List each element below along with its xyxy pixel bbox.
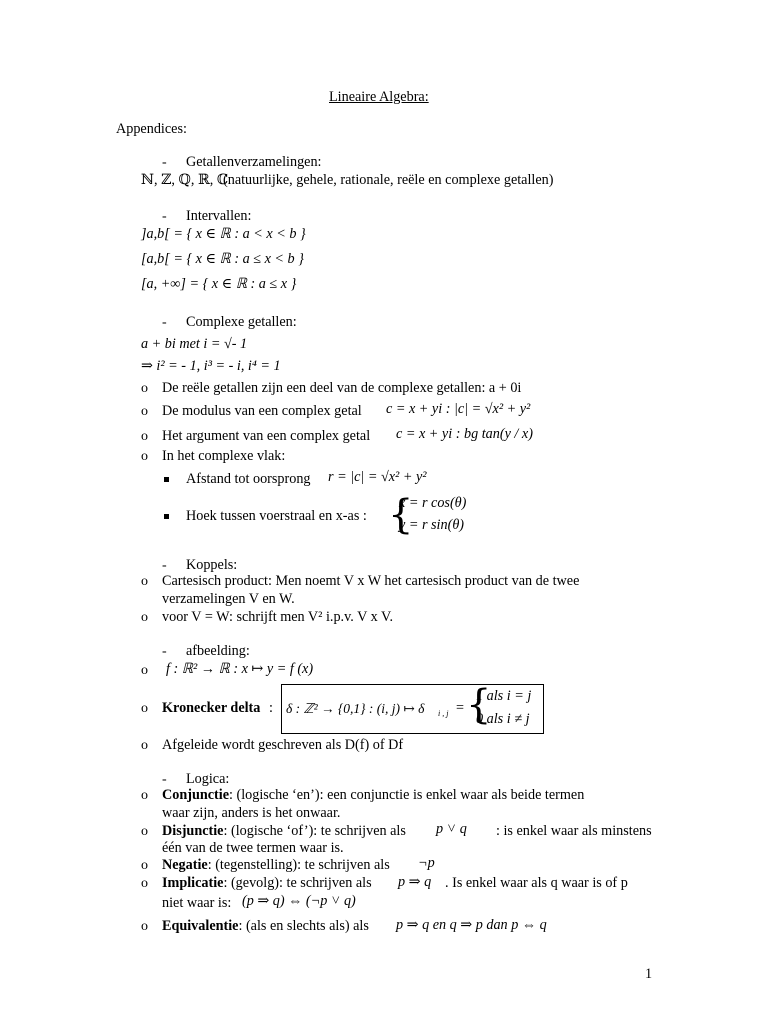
- koppels-item-text: Cartesisch product: Men noemt V x W het cartesisch product van de twee: [162, 573, 580, 589]
- kronecker-case-equal: 1 als i = j: [476, 688, 532, 704]
- left-brace: {: [388, 492, 414, 538]
- dash-bullet: -: [162, 315, 167, 330]
- equivalence-formula: p ⇒ q en q ⇒ p dan p ⇔ q: [396, 917, 547, 933]
- kronecker-formula-box: [281, 684, 544, 734]
- colon: :: [269, 700, 273, 716]
- dash-bullet: -: [162, 772, 167, 787]
- left-brace: {: [466, 682, 492, 728]
- afgeleide-text: Afgeleide wordt geschreven als D(f) of Df: [162, 737, 404, 753]
- dash-bullet: -: [162, 209, 167, 224]
- logica-equivalentie: [162, 918, 369, 935]
- kronecker-case-unequal: 0 als i ≠ j: [476, 711, 530, 727]
- appendices-heading: Appendices:: [116, 121, 187, 137]
- logica-continuation: waar zijn, anders is het onwaar.: [162, 805, 341, 821]
- term-label: Equivalentie: [162, 918, 239, 934]
- implication-equivalence-formula: (p ⇒ q) ⇔ (¬p ˅ q): [242, 893, 356, 909]
- complex-definition: a + bi met i = √- 1: [141, 336, 248, 352]
- term-description: : (logische ‘en’): een conjunctie is enkel waar als beide termen: [229, 787, 585, 803]
- logica-negatie: [162, 857, 390, 874]
- page-title: Lineaire Algebra:: [329, 89, 429, 105]
- dash-bullet: -: [162, 155, 167, 170]
- circle-bullet: o: [141, 876, 148, 891]
- logica-heading: Logica:: [186, 771, 230, 787]
- intervallen-heading: Intervallen:: [186, 208, 252, 224]
- complex-item-text: De reële getallen zijn een deel van de complexe getallen: a + 0i: [162, 380, 522, 396]
- circle-bullet: o: [141, 663, 148, 678]
- circle-bullet: o: [141, 919, 148, 934]
- complex-item-text: De modulus van een complex getal: [162, 403, 362, 419]
- term-description: : (gevolg): te schrijven als: [223, 875, 372, 891]
- term-label: Negatie: [162, 857, 208, 873]
- negation-formula: ¬p: [418, 855, 435, 871]
- dash-bullet: -: [162, 644, 167, 659]
- term-description: : (logische ‘of’): te schrijven als: [223, 823, 406, 839]
- number-sets-symbols: ℕ, ℤ, ℚ, ℝ, ℂ: [141, 172, 229, 188]
- afbeelding-heading: afbeelding:: [186, 643, 250, 659]
- circle-bullet: o: [141, 381, 148, 396]
- complex-powers: ⇒ i² = - 1, i³ = - i, i⁴ = 1: [141, 358, 281, 374]
- argument-formula: c = x + yi : bg tan(y / x): [396, 426, 533, 442]
- logica-after-text: : is enkel waar als minstens: [496, 823, 652, 839]
- circle-bullet: o: [141, 449, 148, 464]
- disjunction-formula: p ˅ q: [436, 821, 467, 837]
- dash-bullet: -: [162, 558, 167, 573]
- circle-bullet: o: [141, 858, 148, 873]
- square-bullet: [164, 477, 169, 482]
- term-description: : (als en slechts als) als: [238, 918, 369, 934]
- logica-implicatie: [162, 875, 372, 892]
- circle-bullet: o: [141, 738, 148, 753]
- mapping-formula: f : ℝ² → ℝ : x ↦ y = f (x): [166, 661, 314, 677]
- circle-bullet: o: [141, 788, 148, 803]
- logica-continuation: niet waar is:: [162, 895, 232, 911]
- term-label: Implicatie: [162, 875, 224, 891]
- logica-disjunctie: [162, 823, 406, 840]
- term-label: Conjunctie: [162, 787, 229, 803]
- number-sets-text: (natuurlijke, gehele, rationale, reële en complexe getallen): [223, 172, 554, 188]
- logica-after-text: . Is enkel waar als q waar is of p: [445, 875, 628, 891]
- circle-bullet: o: [141, 574, 148, 589]
- getallen-heading: Getallenverzamelingen:: [186, 154, 322, 170]
- koppels-item-text: voor V = W: schrijft men V² i.p.v. V x V.: [162, 609, 393, 625]
- kronecker-label: Kronecker delta: [162, 700, 261, 716]
- circle-bullet: o: [141, 610, 148, 625]
- koppels-heading: Koppels:: [186, 557, 238, 573]
- kronecker-formula: δ : ℤ² → {0,1} : (i, j) ↦ δ: [286, 701, 425, 716]
- kronecker-subscript: i , j: [438, 709, 449, 718]
- circle-bullet: o: [141, 429, 148, 444]
- polar-y-formula: y = r sin(θ): [399, 517, 465, 533]
- interval-halfopen: [a,b[ = { x ∈ ℝ : a ≤ x < b }: [141, 251, 304, 267]
- interval-open: ]a,b[ = { x ∈ ℝ : a < x < b }: [141, 226, 306, 242]
- distance-formula: r = |c| = √x² + y²: [328, 469, 427, 485]
- circle-bullet: o: [141, 701, 148, 716]
- complex-item-text: Het argument van een complex getal: [162, 428, 371, 444]
- complex-heading: Complexe getallen:: [186, 314, 297, 330]
- subitem-text: Hoek tussen voerstraal en x-as :: [186, 508, 367, 524]
- implication-formula: p ⇒ q: [398, 874, 432, 890]
- circle-bullet: o: [141, 404, 148, 419]
- term-label: Disjunctie: [162, 823, 224, 839]
- circle-bullet: o: [141, 824, 148, 839]
- logica-continuation: één van de twee termen waar is.: [162, 840, 344, 856]
- interval-infinite: [a, +∞] = { x ∈ ℝ : a ≤ x }: [141, 276, 297, 292]
- complex-item-text: In het complexe vlak:: [162, 448, 286, 464]
- polar-x-formula: x = r cos(θ): [399, 495, 467, 511]
- koppels-item-text: verzamelingen V en W.: [162, 591, 295, 607]
- modulus-formula: c = x + yi : |c| = √x² + y²: [386, 401, 531, 417]
- term-description: : (tegenstelling): te schrijven als: [207, 857, 390, 873]
- square-bullet: [164, 514, 169, 519]
- subitem-text: Afstand tot oorsprong: [186, 471, 311, 487]
- equals-sign: =: [456, 700, 465, 716]
- page-number: 1: [645, 966, 653, 982]
- logica-conjunctie: [162, 787, 584, 804]
